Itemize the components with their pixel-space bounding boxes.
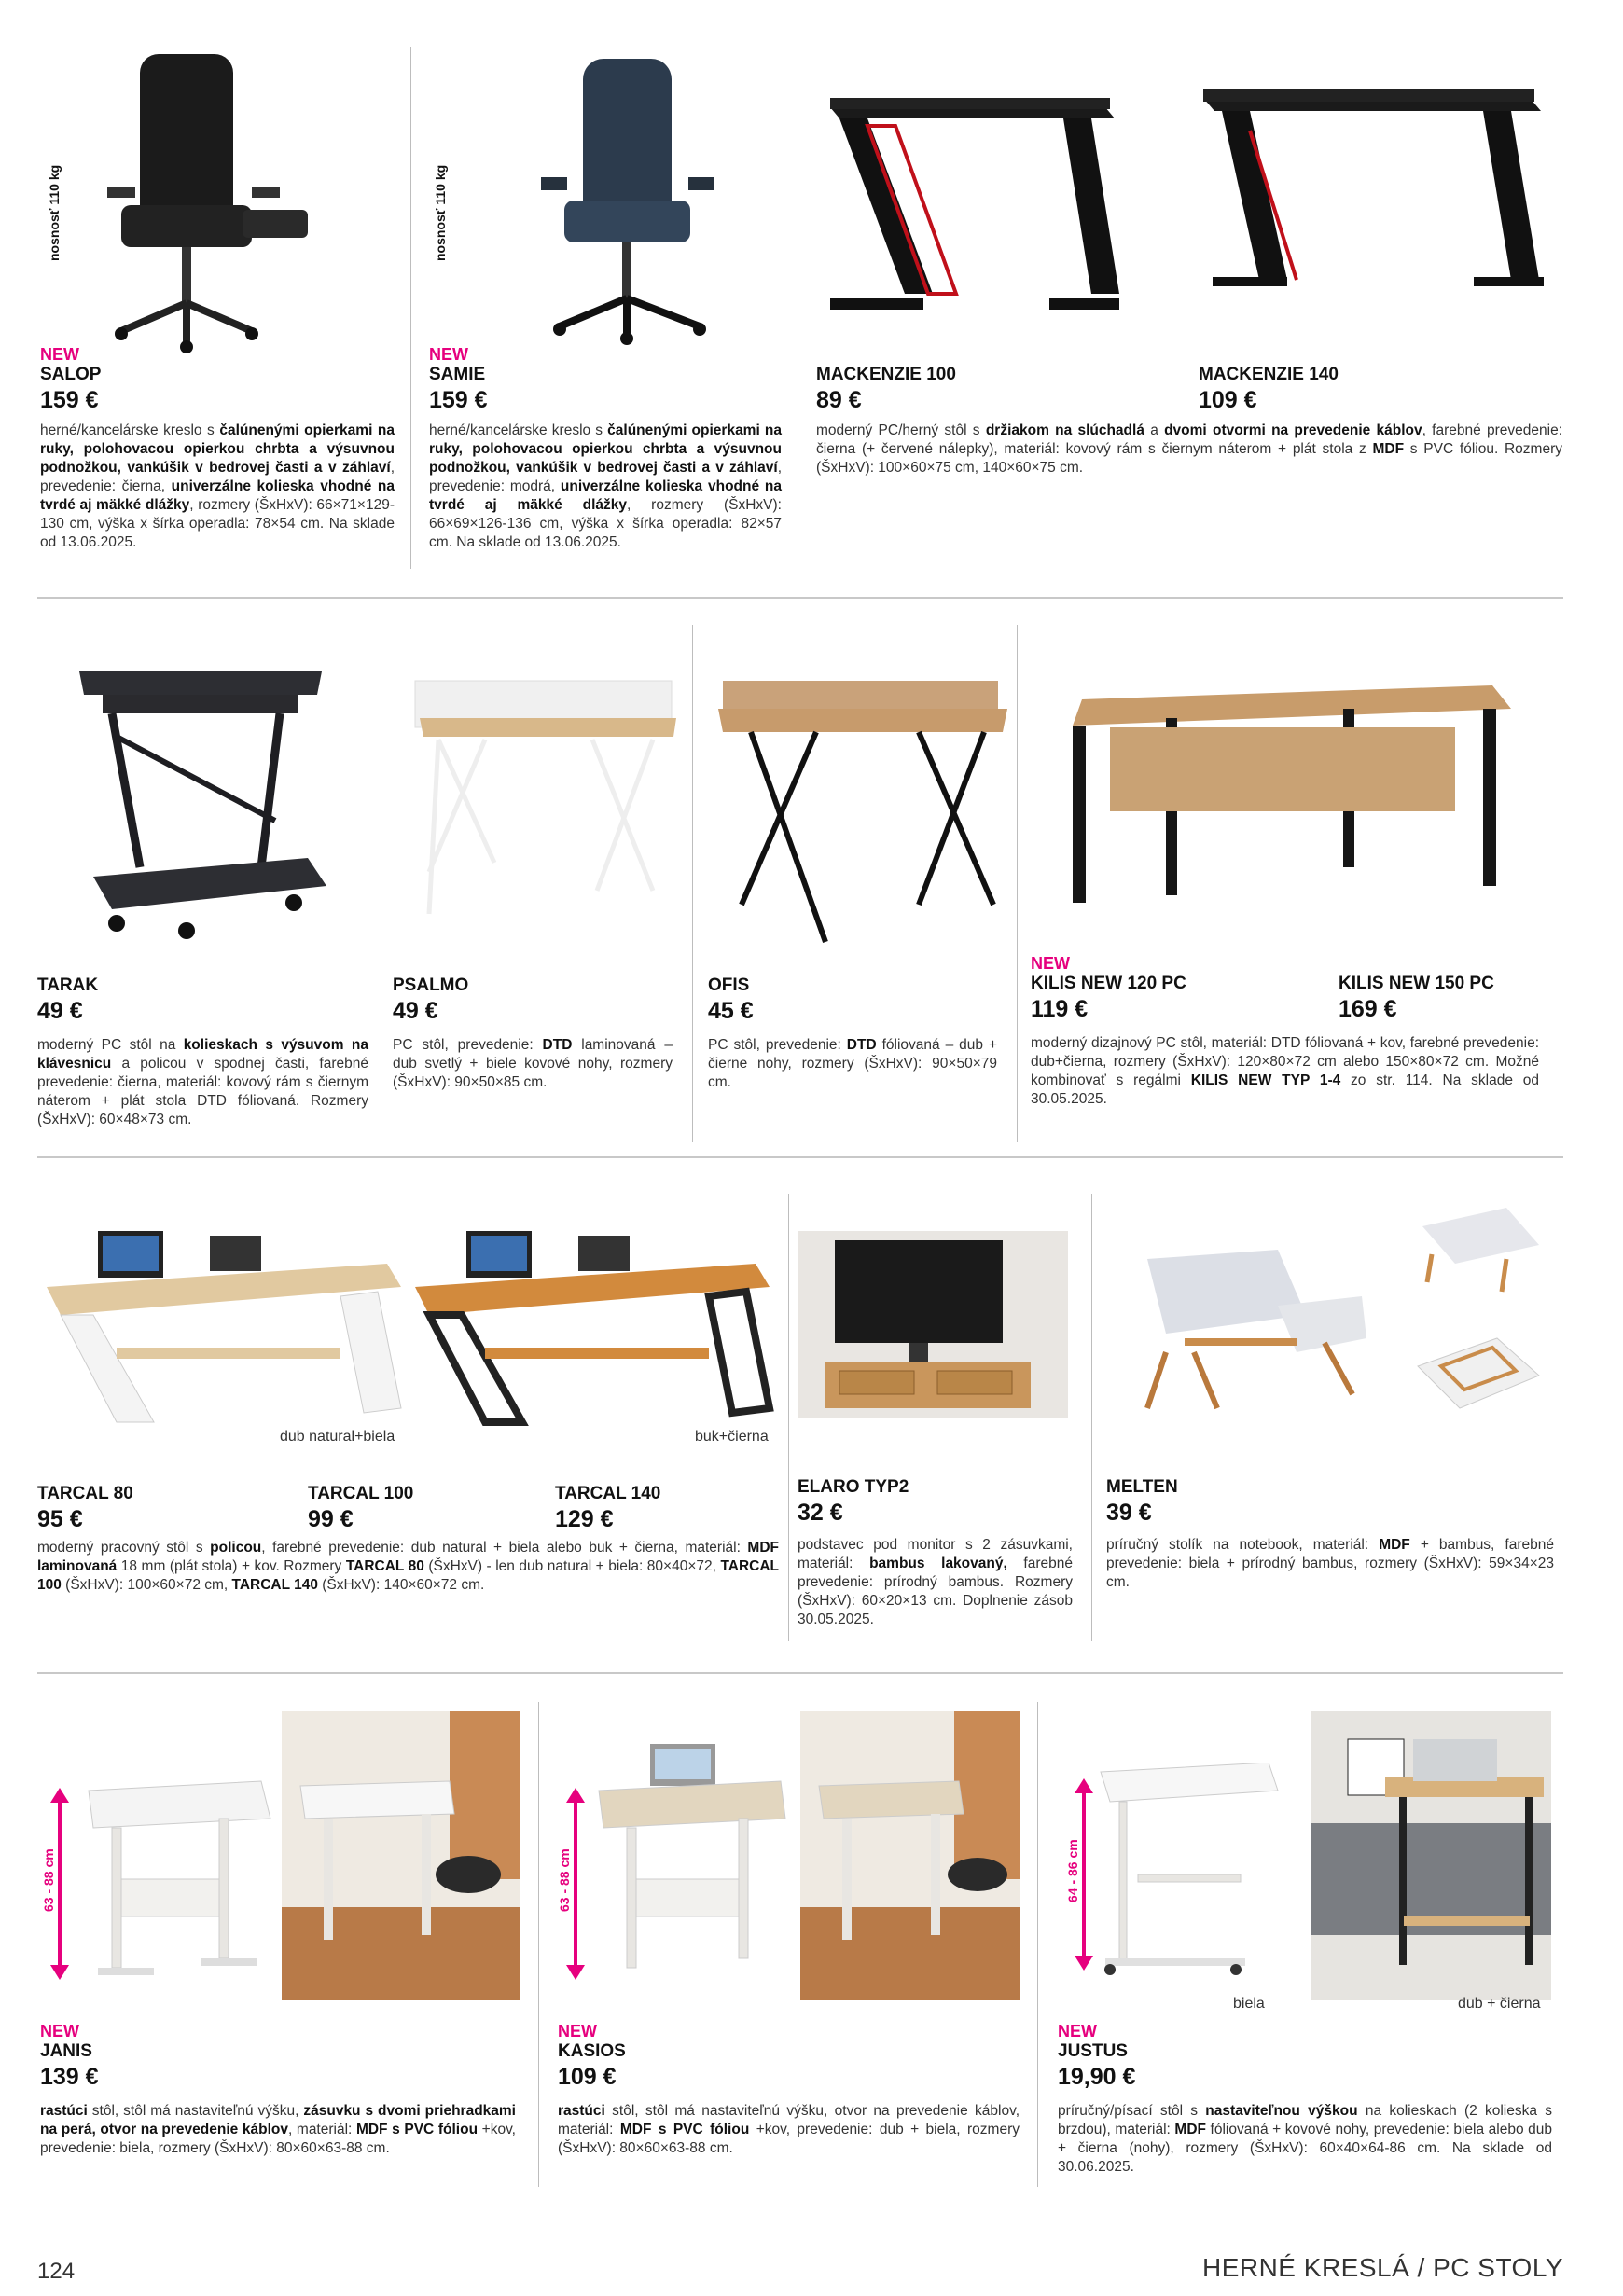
product-name: TARCAL 100 [308, 1484, 414, 1503]
product-name: PSALMO [393, 975, 469, 995]
new-badge: NEW [429, 345, 468, 364]
product-name: MACKENZIE 100 [816, 365, 956, 384]
column-divider [788, 1194, 789, 1641]
new-badge: NEW [40, 345, 79, 364]
product-price: 139 € [40, 2064, 99, 2090]
product-description: moderný pracovný stôl s policou, farebné prevedenie: dub natural + biela alebo buk + čierna, materiál: MDF laminovaná 18 mm (plát stola) + kov. Rozmery TARCAL 80 (ŠxHxV) - len dub natural + biela: 80×40×72, TARCAL 100 (ŠxHxV): 100×60×72 cm, TARCAL 140 (ŠxHxV): 140×60×72 cm. [37, 1540, 780, 1593]
product-description: moderný PC/herný stôl s držiakom na slúchadlá a dvomi otvormi na prevedenie káblov, farebné prevedenie: čierna (+ červené nálepky), materiál: kovový rám s čiernym náterom + plát stola z MDF s PVC fóliou. Rozmery (ŠxHxV): 100×60×75 cm, 140×60×75 cm. [816, 422, 1563, 476]
product-price: 32 € [798, 1500, 843, 1526]
product-price: 99 € [308, 1506, 354, 1532]
height-range-label: 63 - 88 cm [557, 1848, 572, 1912]
elaro-monitor-stand-image [798, 1231, 1068, 1418]
justus-oak-black-photo [1311, 1711, 1551, 2000]
product-name: TARAK [37, 975, 99, 995]
product-price: 109 € [1199, 387, 1257, 413]
kasios-desk-image [590, 1744, 790, 1982]
product-price: 95 € [37, 1506, 83, 1532]
row-divider [37, 1672, 1563, 1674]
tarak-desk-image [75, 653, 336, 942]
janis-desk-image [79, 1777, 275, 1982]
product-price: 129 € [555, 1506, 614, 1532]
ofis-desk-image [714, 671, 1012, 951]
janis-room-photo [282, 1711, 520, 2000]
column-divider [1017, 625, 1018, 1142]
product-price: 49 € [393, 998, 438, 1024]
product-description: príručný/písací stôl s nastaviteľnou výškou na kolieskach (2 kolieska s brzdou), materiál: MDF fóliovaná + kovové nohy, prevedenie: biela alebo dub + čierna (nohy), rozmery (ŠxHxV): 60×40×64-86 cm. Na sklade od 30.06.2025. [1058, 2103, 1552, 2175]
product-name: MELTEN [1106, 1477, 1178, 1497]
product-description: PC stôl, prevedenie: DTD fóliovaná – dub + čierne nohy, rozmery (ŠxHxV): 90×50×79 cm. [708, 1037, 997, 1090]
product-description: herné/kancelárske kreslo s čalúnenými opierkami na ruky, polohovacou opierkou chrbta a výsuvnou podnožkou, vankúšik v bedrovej časti a v záhlaví, prevedenie: modrá, univerzálne kolieska vhodné na tvrdé aj mäkké dlážky, rozmery (ŠxHxV): 66×69×126-136 cm, výška x šírka operadla: 82×57 cm. Na sklade od 13.06.2025. [429, 422, 783, 550]
product-name: JUSTUS [1058, 2041, 1128, 2061]
samie-chair-image [541, 51, 746, 350]
product-name: TARCAL 140 [555, 1484, 661, 1503]
height-range-label: 63 - 88 cm [41, 1848, 56, 1912]
product-description: herné/kancelárske kreslo s čalúnenými opierkami na ruky, polohovacou opierkou chrbta a výsuvnou podnožkou, vankúšik v bedrovej časti a v záhlaví, prevedenie: čierna, univerzálne kolieska vhodné na tvrdé aj mäkké dlážky, rozmery (ŠxHxV): 66×71×129-130 cm, výška x šírka operadla: 78×54 cm. Na sklade od 13.06.2025. [40, 422, 395, 550]
product-description: rastúci stôl, stôl má nastaviteľnú výšku, otvor na prevedenie káblov, materiál: MDF s PVC fóliou +kov, prevedenie: dub + biela, rozmery (ŠxHxV): 80×60×63-88 cm. [558, 2103, 1020, 2156]
column-divider [1037, 1702, 1038, 2187]
row-divider [37, 597, 1563, 599]
product-name: ELARO TYP2 [798, 1477, 909, 1497]
mackenzie-140-desk-image [1194, 79, 1548, 294]
product-name: KASIOS [558, 2041, 626, 2061]
product-name: KILIS NEW 120 PC [1031, 974, 1186, 993]
new-badge: NEW [40, 2022, 79, 2040]
product-price: 89 € [816, 387, 862, 413]
new-badge: NEW [1031, 954, 1070, 973]
product-description: príručný stolík na notebook, materiál: MDF + bambus, farebné prevedenie: biela + prírodný bambus, rozmery (ŠxHxV): 59×34×23 cm. [1106, 1537, 1554, 1590]
product-description: rastúci stôl, stôl má nastaviteľnú výšku, zásuvku s dvomi priehradkami na perá, otvor na prevedenie káblov, materiál: MDF s PVC fóliou +kov, prevedenie: biela, rozmery (ŠxHxV): 80×60×63-88 cm. [40, 2103, 516, 2156]
tarcal-beech-black-image [410, 1212, 774, 1427]
melten-laptop-table-image [1138, 1250, 1371, 1418]
melten-folded-image [1413, 1208, 1544, 1413]
variant-caption: dub natural+biela [280, 1429, 395, 1445]
row-divider [37, 1156, 1563, 1158]
load-capacity-label: nosnosť 110 kg [433, 164, 448, 261]
product-description: PC stôl, prevedenie: DTD laminovaná – dub svetlý + biele kovové nohy, rozmery (ŠxHxV): 90×50×85 cm. [393, 1037, 673, 1090]
product-name: JANIS [40, 2041, 92, 2061]
product-price: 159 € [40, 387, 99, 413]
salop-chair-image [103, 47, 317, 364]
product-name: SAMIE [429, 365, 486, 384]
product-name: KILIS NEW 150 PC [1339, 974, 1494, 993]
column-divider [1091, 1194, 1092, 1641]
variant-caption: dub + čierna [1458, 1996, 1541, 2012]
product-price: 169 € [1339, 996, 1397, 1022]
kasios-room-photo [800, 1711, 1020, 2000]
product-description: moderný dizajnový PC stôl, materiál: DTD fóliovaná + kov, farebné prevedenie: dub+čierna, rozmery (ŠxHxV): 120×80×72 cm alebo 150×80×72 cm. Možné kombinovať s regálmi KILIS NEW TYP 1-4 zo str. 114. Na sklade od 30.05.2025. [1031, 1035, 1539, 1107]
new-badge: NEW [558, 2022, 597, 2040]
product-name: SALOP [40, 365, 102, 384]
mackenzie-100-desk-image [821, 79, 1119, 331]
product-price: 159 € [429, 387, 488, 413]
product-description: moderný PC stôl na kolieskach s výsuvom na klávesnicu a policou v spodnej časti, farebné prevedenie: čierna, materiál: kovový rám s čiernym náterom + plát stola DTD fóliovaná. Rozmery (ŠxHxV): 60×48×73 cm. [37, 1037, 368, 1127]
kilis-desk-image [1063, 671, 1511, 914]
product-price: 109 € [558, 2064, 617, 2090]
load-capacity-label: nosnosť 110 kg [47, 164, 62, 261]
psalmo-desk-image [410, 667, 681, 923]
product-price: 49 € [37, 998, 83, 1024]
height-range-label: 64 - 86 cm [1065, 1839, 1080, 1902]
column-divider [538, 1702, 539, 2187]
product-price: 119 € [1031, 996, 1089, 1022]
product-name: TARCAL 80 [37, 1484, 133, 1503]
product-description: podstavec pod monitor s 2 zásuvkami, materiál: bambus lakovaný, farebné prevedenie: prírodný bambus. Rozmery (ŠxHxV): 60×20×13 cm. Doplnenie zásob 30.05.2025. [798, 1537, 1073, 1627]
section-title: HERNÉ KRESLÁ / PC STOLY [1201, 2253, 1563, 2282]
page-number: 124 [37, 2259, 76, 2284]
product-name: OFIS [708, 975, 750, 995]
product-price: 45 € [708, 998, 754, 1024]
column-divider [692, 625, 693, 1142]
column-divider [410, 47, 411, 569]
tarcal-natural-white-image [42, 1212, 406, 1427]
product-price: 19,90 € [1058, 2064, 1136, 2090]
product-price: 39 € [1106, 1500, 1152, 1526]
new-badge: NEW [1058, 2022, 1097, 2040]
product-name: MACKENZIE 140 [1199, 365, 1339, 384]
justus-white-desk-image [1096, 1763, 1283, 1977]
variant-caption: buk+čierna [695, 1429, 769, 1445]
variant-caption: biela [1233, 1996, 1265, 2012]
